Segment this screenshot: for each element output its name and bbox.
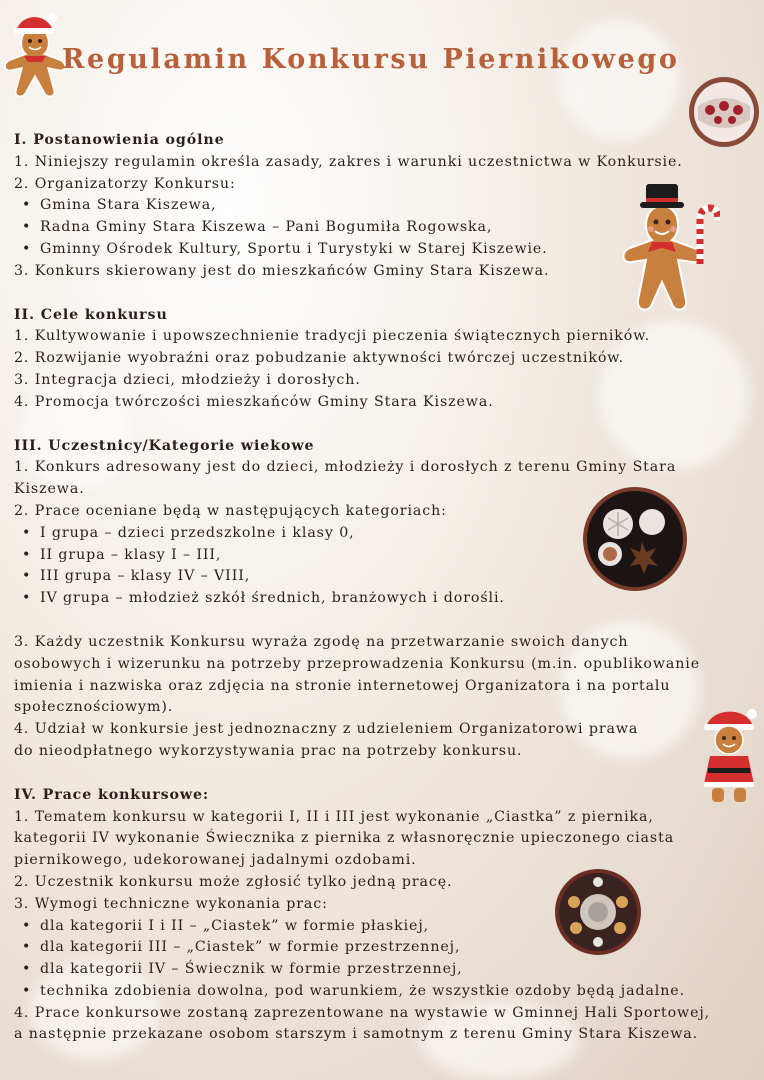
- text-line: 4. Promocja twórczości mieszkańców Gminy Stara Kiszewa.: [14, 393, 494, 410]
- text-line: imienia i nazwiska oraz zdjęcia na stronie internetowej Organizatora i na portalu: [14, 677, 671, 694]
- bullet-item: [14, 217, 756, 239]
- bullet-text: dla kategorii IV – Świecznik w formie przestrzennej,: [40, 961, 463, 978]
- bullet-item: [14, 937, 756, 959]
- bullet-item: [14, 523, 756, 545]
- page-title: Regulamin Konkursu Piernikowego: [62, 44, 680, 75]
- bullet-item: [14, 195, 756, 217]
- bullet-text: II grupa – klasy I – III,: [40, 546, 222, 563]
- bullet-text: I grupa – dzieci przedszkolne i klasy 0,: [40, 524, 355, 541]
- gingerbread-santa-hat-icon: [0, 10, 70, 98]
- bullet-item: [14, 588, 756, 610]
- text-line: do nieodpłatnego wykorzystywania prac na potrzeby konkursu.: [14, 742, 523, 759]
- text-line: 3. Integracja dzieci, młodzieży i dorosłych.: [14, 371, 361, 388]
- bullet-text: dla kategorii III – „Ciastek” w formie przestrzennej,: [40, 939, 461, 956]
- bullet-item: [14, 916, 756, 938]
- section-heading: III. Uczestnicy/Kategorie wiekowe: [14, 437, 315, 454]
- text-line: 3. Wymogi techniczne wykonania prac:: [14, 895, 328, 912]
- section-heading: II. Cele konkursu: [14, 306, 168, 323]
- text-line: Kiszewa.: [14, 481, 85, 498]
- text-line: 4. Udział w konkursie jest jednoznaczny z udzieleniem Organizatorowi prawa: [14, 721, 639, 738]
- bullet-text: Radna Gminy Stara Kiszewa – Pani Bogumiła Rogowska,: [40, 219, 493, 236]
- bullet-text: Gmina Stara Kiszewa,: [40, 197, 217, 214]
- text-line: 1. Konkurs adresowany jest do dzieci, młodzieży i dorosłych z terenu Gminy Stara: [14, 459, 677, 476]
- text-line: 4. Prace konkursowe zostaną zaprezentowane na wystawie w Gminnej Hali Sportowej,: [14, 1004, 711, 1021]
- text-line: społecznościowym).: [14, 699, 174, 716]
- text-line: osobowych i wizerunku na potrzeby przeprowadzenia Konkursu (m.in. opublikowanie: [14, 655, 701, 672]
- text-line: 2. Organizatorzy Konkursu:: [14, 175, 236, 192]
- bullet-item: [14, 239, 756, 261]
- section-heading: I. Postanowienia ogólne: [14, 132, 225, 148]
- bullet-item: [14, 981, 756, 1003]
- text-line: 2. Prace oceniane będą w następujących kategoriach:: [14, 502, 447, 519]
- text-line: 2. Uczestnik konkursu może zgłosić tylko jedną pracę.: [14, 873, 453, 890]
- bokeh-light: [560, 20, 680, 140]
- bullet-item: [14, 959, 756, 981]
- text-line: 3. Każdy uczestnik Konkursu wyraża zgodę na przetwarzanie swoich danych: [14, 633, 629, 650]
- bullet-text: Gminny Ośrodek Kultury, Sportu i Turystyki w Starej Kiszewie.: [40, 240, 548, 257]
- bullet-item: [14, 545, 756, 567]
- text-line: piernikowego, udekorowanej jadalnymi ozdobami.: [14, 852, 417, 869]
- text-line: 1. Niniejszy regulamin określa zasady, zakres i warunki uczestnictwa w Konkursie.: [14, 153, 683, 170]
- bullet-text: III grupa – klasy IV – VIII,: [40, 568, 251, 585]
- bullet-text: technika zdobienia dowolna, pod warunkiem, że wszystkie ozdoby będą jadalne.: [40, 982, 685, 999]
- text-line: 3. Konkurs skierowany jest do mieszkańców Gminy Stara Kiszewa.: [14, 262, 550, 279]
- text-line: 2. Rozwijanie wyobraźni oraz pobudzanie aktywności twórczej uczestników.: [14, 350, 625, 367]
- regulations-content: [14, 130, 756, 1046]
- text-line: 1. Kultywowanie i upowszechnienie tradycji pieczenia świątecznych pierników.: [14, 328, 651, 345]
- text-line: 1. Tematem konkursu w kategorii I, II i III jest wykonanie „Ciastka” z piernika,: [14, 808, 654, 825]
- bullet-text: dla kategorii I i II – „Ciastek” w formie płaskiej,: [40, 917, 430, 934]
- bullet-item: [14, 566, 756, 588]
- bullet-text: IV grupa – młodzież szkół średnich, branżowych i dorośli.: [40, 590, 505, 607]
- text-line: a następnie przekazane osobom starszym i samotnym z terenu Gminy Stara Kiszewa.: [14, 1026, 699, 1043]
- text-line: kategorii IV wykonanie Świecznika z piernika z własnoręcznie upieczonego ciasta: [14, 830, 675, 847]
- section-heading: IV. Prace konkursowe:: [14, 786, 210, 803]
